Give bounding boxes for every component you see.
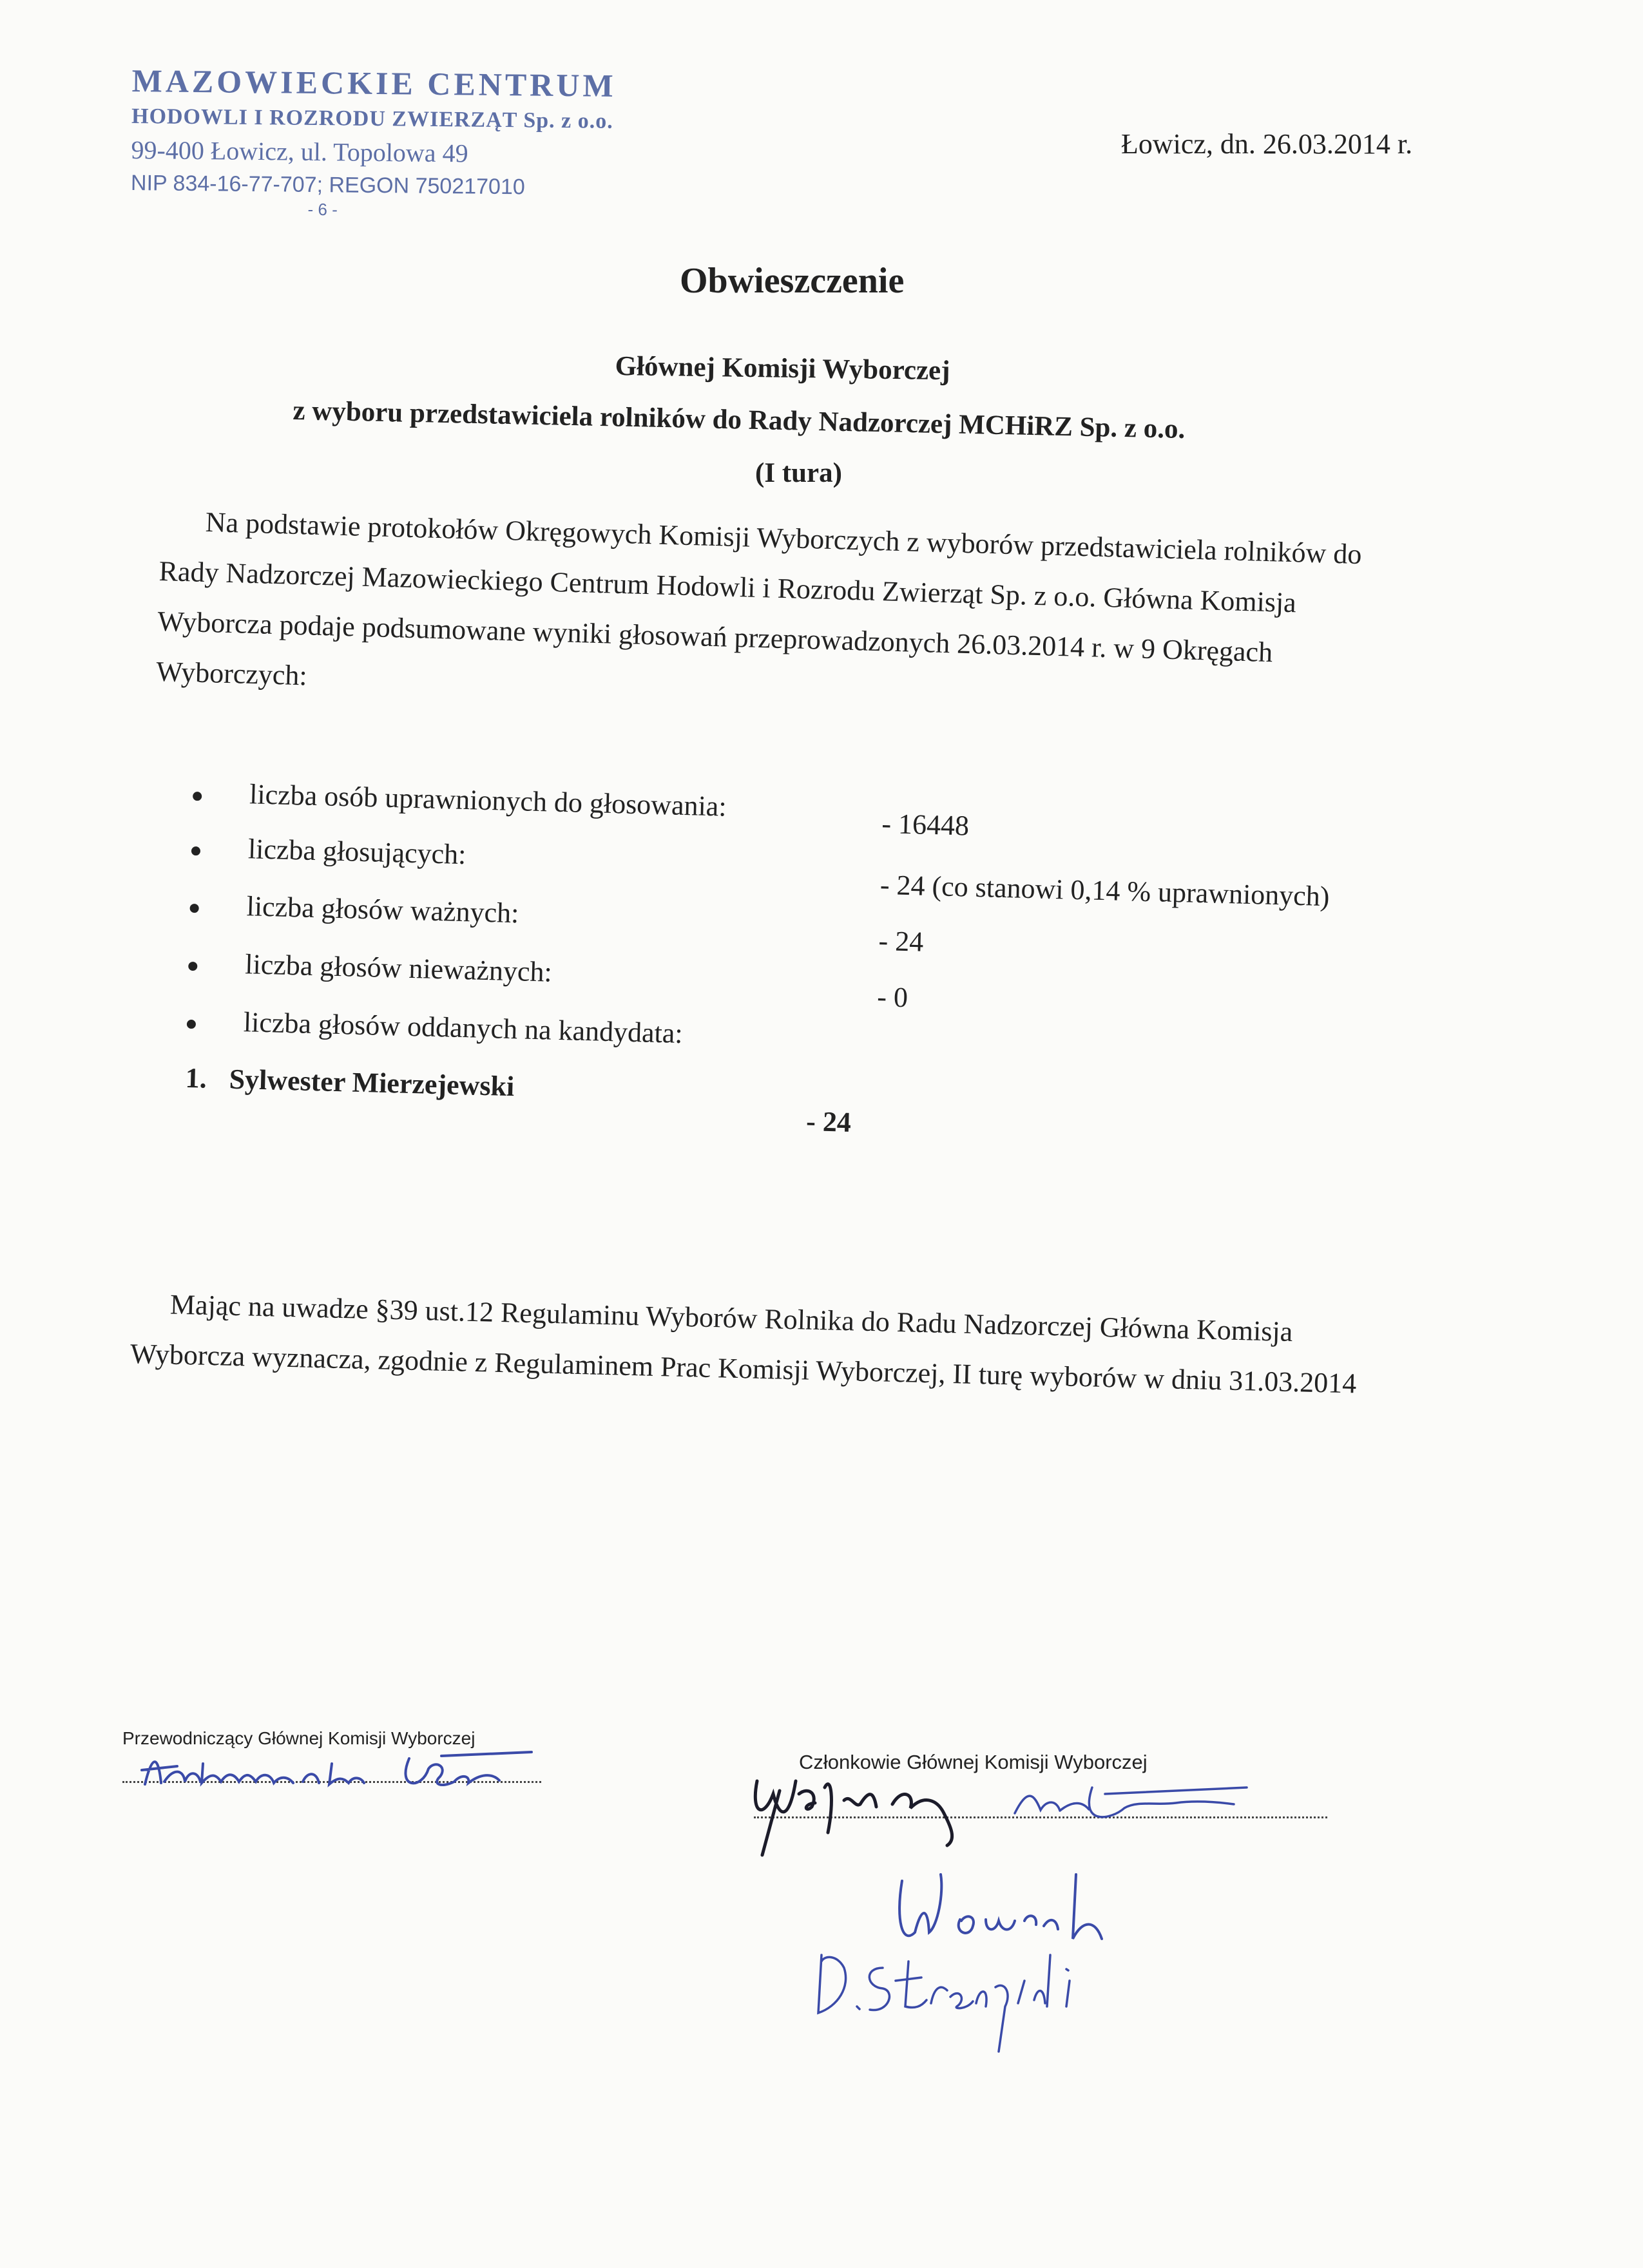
intro-paragraph <box>155 496 1404 732</box>
letterhead-line-1: MAZOWIECKIE CENTRUM <box>131 62 617 104</box>
document-title: Obwieszczenie <box>680 261 905 301</box>
member-signature-3 <box>812 1942 1134 2058</box>
stat-label: liczba głosów oddanych na kandydata: <box>243 1006 684 1050</box>
stat-value: - 0 <box>876 980 908 1014</box>
letterhead-line-2: HODOWLI I ROZRODU ZWIERZĄT Sp. z o.o. <box>131 104 613 133</box>
chair-signature <box>139 1744 538 1799</box>
stat-label: liczba osób uprawnionych do głosowania: <box>249 778 727 823</box>
letterhead-mark: - 6 - <box>307 199 338 220</box>
stat-label: liczba głosów ważnych: <box>246 890 519 929</box>
bullet-icon <box>189 904 198 913</box>
members-label: Członkowie Głównej Komisji Wyborczej <box>799 1751 1148 1773</box>
member-signature-1 <box>744 1749 1311 1871</box>
bullet-icon <box>187 1020 196 1029</box>
letterhead-address: 99-400 Łowicz, ul. Topolowa 49 <box>131 135 468 168</box>
candidate-name: Sylwester Mierzejewski <box>229 1063 515 1103</box>
stat-value: - 24 (co stanowi 0,14 % uprawnionych) <box>879 868 1331 913</box>
closing-text: Mając na uwadze §39 ust.12 Regulaminu Wyborów Rolnika do Radu Nadzorczej Główna Komisja Wyborcza wyznacza, zgodnie z Regulaminem Prac Komisji Wyborczej, II turę wyborów w dniu 31.03.2014 <box>130 1288 1357 1400</box>
candidate-number: 1. <box>185 1062 207 1094</box>
letterhead-stamp <box>130 61 616 221</box>
closing-paragraph <box>130 1279 1407 1410</box>
results-list <box>184 776 1449 1144</box>
stat-value: - 16448 <box>881 808 970 842</box>
stat-value: - 24 <box>878 924 924 958</box>
letterhead-tax-ids: NIP 834-16-77-707; REGON 750217010 <box>130 170 525 200</box>
stat-label: liczba głosów nieważnych: <box>244 948 553 988</box>
chair-label: Przewodniczący Głównej Komisji Wyborczej <box>122 1728 476 1748</box>
bullet-icon <box>188 962 197 971</box>
subtitle-line-2: z wyboru przedstawiciela rolników do Rady Nadzorczej MCHiRZ Sp. z o.o. <box>292 395 1186 444</box>
subtitle-line-3: (I tura) <box>755 458 842 488</box>
intro-text: Na podstawie protokołów Okręgowych Komisji Wyborczych z wyborów przedstawiciela rolników do Rady Nadzorczej Mazowieckiego Centrum Hodowli i Rozrodu Zwierząt Sp. z o.o. Główna Komisja Wyborcza podaje podsumowane wyniki głosowań przeprowadzonych 26.03.2014 r. w 9 Okręgach Wyborczych: <box>155 506 1363 692</box>
document-date: Łowicz, dn. 26.03.2014 r. <box>1121 128 1413 160</box>
stat-label: liczba głosujących: <box>247 833 467 871</box>
bullet-icon <box>191 846 200 855</box>
subtitle-line-1: Głównej Komisji Wyborczej <box>615 350 950 386</box>
candidate-row <box>185 1062 515 1103</box>
bullet-icon <box>193 792 202 801</box>
candidate-votes: - 24 <box>805 1105 852 1138</box>
